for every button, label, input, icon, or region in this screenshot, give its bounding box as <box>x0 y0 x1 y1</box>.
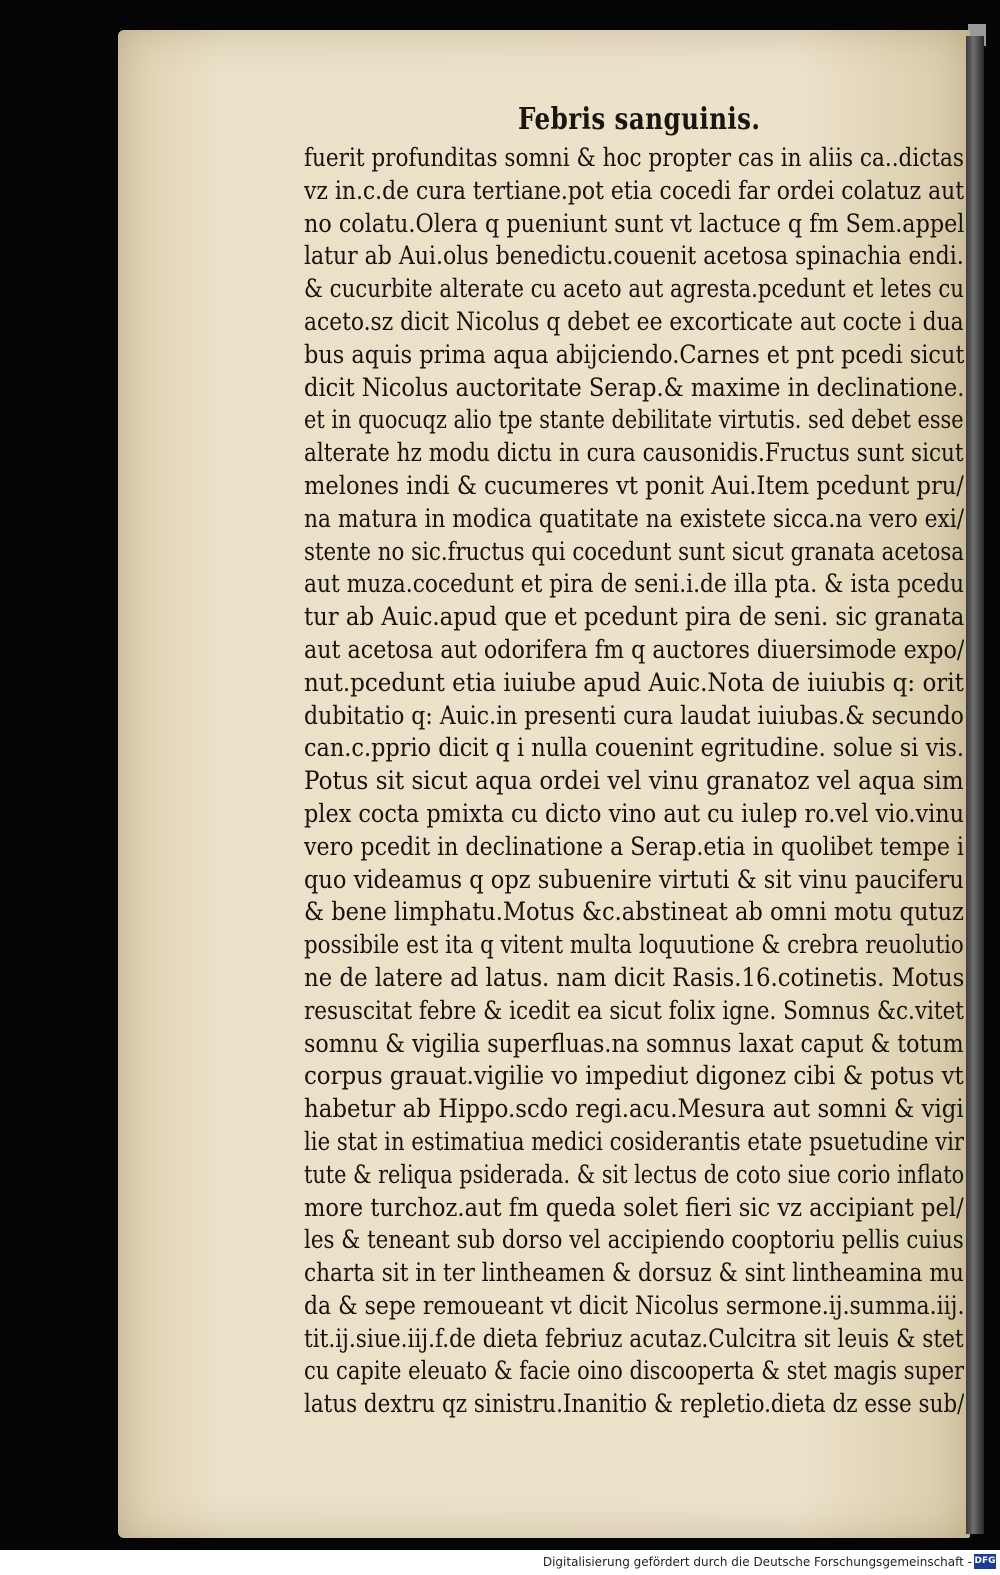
text-line: dubitatio q: Auic.in presenti cura laudat iuiubas.& secundo <box>304 700 964 730</box>
text-line: da & sepe remoueant vt dicit Nicolus sermone.ij.summa.iij. <box>304 1290 964 1320</box>
text-line: corpus grauat.vigilie vo impediut digonez cibi & potus vt <box>304 1061 964 1091</box>
text-line: dicit Nicolus auctoritate Serap.& maxime in declinatione. <box>304 372 964 402</box>
running-head: Febris sanguinis. <box>518 102 761 137</box>
text-line: habetur ab Hippo.scdo regi.acu.Mesura aut somni & vigi <box>304 1094 964 1124</box>
text-line: na matura in modica quatitate na existete sicca.na vero exi/ <box>304 503 964 533</box>
text-line: aceto.sz dicit Nicolus q debet ee excorticate aut cocte i dua <box>304 306 964 336</box>
text-line: bus aquis prima aqua abijciendo.Carnes et pnt pcedi sicut <box>304 339 964 369</box>
text-line: melones indi & cucumeres vt ponit Aui.Item pcedunt pru/ <box>304 470 964 500</box>
text-line: ne de latere ad latus. nam dicit Rasis.16.cotinetis. Motus <box>304 962 964 992</box>
text-line: et in quocuqz alio tpe stante debilitate virtutis. sed debet esse <box>304 405 964 435</box>
body-text <box>304 142 964 1421</box>
footer-bar <box>0 1550 1000 1575</box>
text-line: & bene limphatu.Motus &c.abstineat ab omni motu qutuz <box>304 897 964 927</box>
text-line: stente no sic.fructus qui cocedunt sunt sicut granata acetosa <box>304 536 964 566</box>
text-line: nut.pcedunt etia iuiube apud Auic.Nota de iuiubis q: orit <box>304 667 964 697</box>
text-line: somnu & vigilia superfluas.na somnus laxat caput & totum <box>304 1028 964 1058</box>
dfg-logo-icon: DFG <box>974 1554 996 1569</box>
text-line: vero pcedit in declinatione a Serap.etia in quolibet tempe i <box>304 831 964 861</box>
text-line: tit.ij.siue.iij.f.de dieta febriuz acutaz.Culcitra sit leuis & stet <box>304 1323 964 1353</box>
text-line: aut acetosa aut odorifera fm q auctores diuersimode expo/ <box>304 634 964 664</box>
text-line: quo videamus q opz subuenire virtuti & sit vinu pauciferu <box>304 864 964 894</box>
text-line: latur ab Aui.olus benedictu.couenit acetosa spinachia endi. <box>304 241 964 271</box>
text-line: plex cocta pmixta cu dicto vino aut cu iulep ro.vel vio.vinu <box>304 798 964 828</box>
text-line: Potus sit sicut aqua ordei vel vinu granatoz vel aqua sim <box>304 766 964 796</box>
text-line: latus dextru qz sinistru.Inanitio & repletio.dieta dz esse sub/ <box>304 1389 964 1419</box>
text-line: more turchoz.aut fm queda solet fieri sic vz accipiant pel/ <box>304 1192 964 1222</box>
text-line: lie stat in estimatiua medici cosiderantis etate psuetudine vir <box>304 1126 964 1156</box>
text-line: vz in.c.de cura tertiane.pot etia cocedi far ordei colatuz aut <box>304 175 964 205</box>
text-line: alterate hz modu dictu in cura causonidis.Fructus sunt sicut <box>304 438 964 468</box>
funding-credit: Digitalisierung gefördert durch die Deutsche Forschungsgemeinschaft - <box>542 1555 972 1569</box>
text-line: no colatu.Olera q pueniunt sunt vt lactuce q fm Sem.appel <box>304 208 964 238</box>
text-line: charta sit in ter lintheamen & dorsuz & sint lintheamina mu <box>304 1258 964 1288</box>
text-line: resuscitat febre & icedit ea sicut folix igne. Somnus &c.vitet <box>304 995 964 1025</box>
text-line: tute & reliqua psiderada. & sit lectus de coto siue corio inflato <box>304 1159 964 1189</box>
text-line: possibile est ita q vitent multa loquutione & crebra reuolutio <box>304 930 964 960</box>
text-line: & cucurbite alterate cu aceto aut agresta.pcedunt et letes cu <box>304 274 964 304</box>
text-line: tur ab Auic.apud que et pcedunt pira de seni. sic granata <box>304 602 964 632</box>
binding-edge <box>966 36 984 1534</box>
text-line: can.c.pprio dicit q i nulla couenint egritudine. solue si vis. <box>304 733 964 763</box>
text-line: cu capite eleuato & facie oino discooperta & stet magis super <box>304 1356 964 1386</box>
text-line: les & teneant sub dorso vel accipiendo cooptoriu pellis cuius <box>304 1225 964 1255</box>
text-line: aut muza.cocedunt et pira de seni.i.de illa pta. & ista pcedu <box>304 569 964 599</box>
text-line: fuerit profunditas somni & hoc propter cas in aliis ca..dictas <box>304 143 964 172</box>
